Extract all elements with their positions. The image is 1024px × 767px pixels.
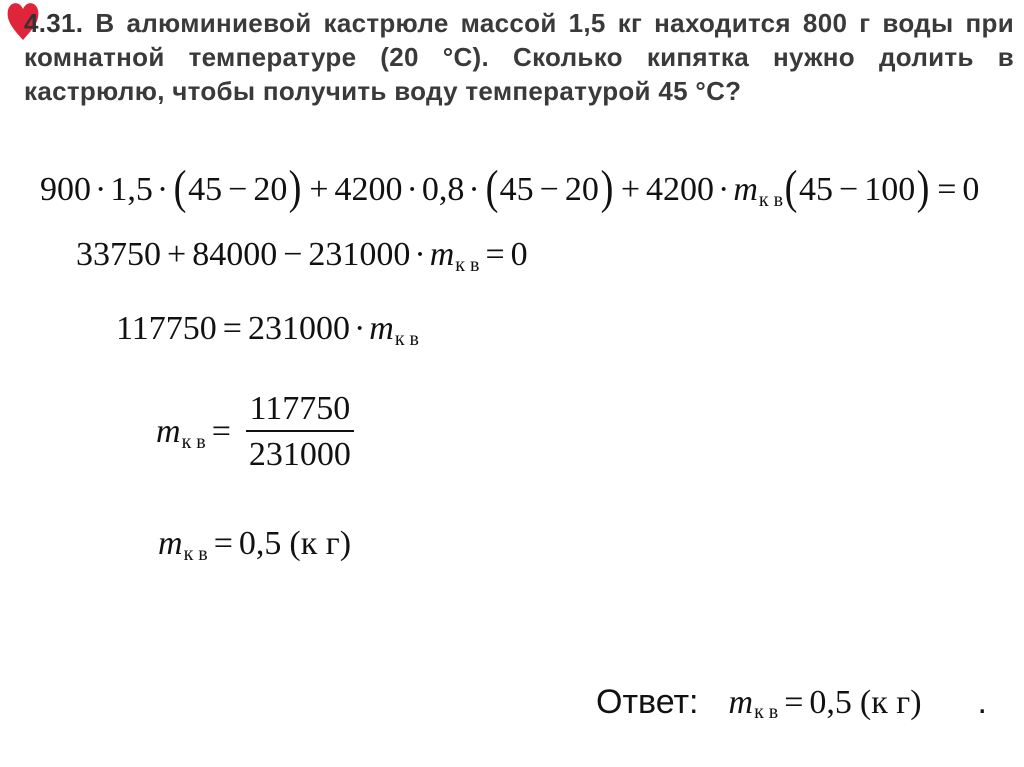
answer-unit: (к г): [859, 683, 922, 721]
eq1-subscript: к в: [758, 188, 784, 211]
eq4-subscript: к в: [181, 430, 206, 453]
eq2-term: 33750: [76, 236, 161, 273]
eq4-variable: m: [156, 413, 181, 450]
equation-4: m к в = $\frac{117750}{231000}$: [156, 390, 355, 474]
eq1-term: 45: [499, 171, 534, 208]
problem-statement: [24, 6, 1014, 108]
eq3-term: 231000: [247, 310, 350, 347]
eq1-term: 4200: [646, 171, 714, 208]
equation-1: 900 · 1,5 · ( 45 − 20 ) + 4200 · 0,8 · ( 45 − 20 ) + 4200 · m к в ( 45 − 100 ) = 0: [40, 161, 980, 214]
eq4-denominator: 231000: [248, 436, 351, 473]
eq1-term: 100: [864, 171, 916, 208]
eq3-subscript: к в: [394, 327, 419, 350]
eq1-term: 45: [188, 171, 223, 208]
eq2-variable: m: [429, 236, 455, 273]
eq1-term: 0,8: [421, 171, 465, 208]
answer-equation: m к в = 0,5 (к г): [728, 683, 922, 723]
eq1-term: 900: [40, 171, 91, 208]
eq1-term: 45: [799, 171, 834, 208]
eq1-variable: m: [733, 171, 758, 208]
eq1-term: 4200: [334, 171, 403, 208]
eq5-unit: (к г): [289, 525, 352, 562]
eq1-term: 20: [564, 171, 599, 208]
eq5-subscript: к в: [183, 542, 208, 565]
answer-variable: m: [728, 683, 754, 721]
eq3-variable: m: [369, 310, 394, 347]
equation-5: m к в = 0,5 (к г): [158, 525, 352, 565]
answer-line: [596, 683, 987, 722]
eq1-rhs: 0: [962, 171, 980, 208]
problem-number: 4.31.: [24, 8, 84, 38]
answer-subscript: к в: [754, 701, 779, 723]
eq2-term: 231000: [308, 236, 411, 273]
equation-3: 117750 = 231000 · m к в: [116, 310, 419, 350]
eq4-numerator: 117750: [246, 390, 355, 432]
answer-period: .: [977, 683, 987, 721]
problem-text: В алюминиевой кастрюле массой 1,5 кг находится 800 г воды при комнатной температуре (20 °С). Сколько кипятка нужно долить в кастрюлю, чтобы получить воду температурой 45 °С?: [24, 8, 1014, 106]
eq2-term: 84000: [192, 236, 278, 273]
eq5-variable: m: [158, 525, 183, 562]
eq2-subscript: к в: [455, 253, 480, 276]
eq5-value: 0,5: [238, 525, 282, 562]
eq4-fraction: [245, 390, 355, 474]
eq3-lhs: 117750: [116, 310, 217, 347]
eq1-term: 20: [253, 171, 288, 208]
eq1-term: 1,5: [110, 171, 153, 208]
answer-value: 0,5: [809, 683, 852, 721]
eq2-rhs: 0: [510, 236, 528, 273]
equation-2: 33750 + 84000 − 231000 · m к в = 0: [76, 236, 528, 276]
answer-label: Ответ:: [596, 683, 699, 721]
